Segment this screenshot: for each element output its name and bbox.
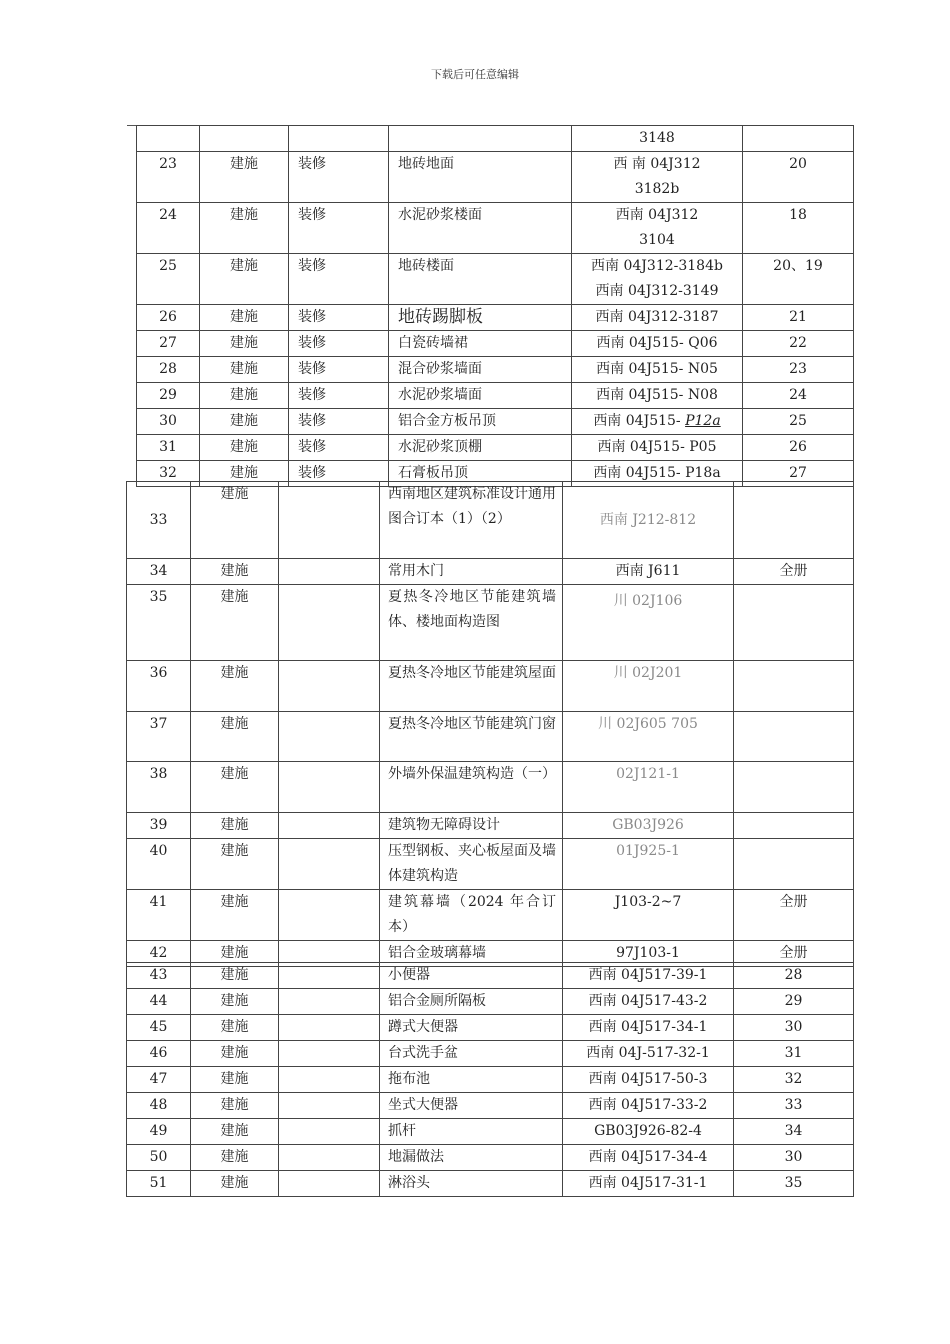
cell-code: 西南 04J517-39-1: [563, 963, 734, 989]
table-row: [127, 712, 854, 762]
cell-code: 西南 04J-517-32-1: [563, 1041, 734, 1067]
cell-name: 水泥砂浆顶棚: [389, 435, 572, 461]
cell-name: 夏热冬冷地区节能建筑屋面: [380, 661, 563, 712]
cell-subcategory: [279, 762, 380, 813]
cell-page: 23: [743, 357, 854, 383]
cell-code: 西南 04J312-3184b 西南 04J312-3149: [572, 254, 743, 305]
cell-subcategory: [279, 963, 380, 989]
cell-category: 建施: [191, 712, 279, 762]
cell-category: 建施: [191, 559, 279, 585]
table-row: [127, 890, 854, 941]
cell-name: 小便器: [380, 963, 563, 989]
cell-subcategory: [279, 890, 380, 941]
table-row: [127, 559, 854, 585]
cell-name: 地漏做法: [380, 1145, 563, 1171]
table-row: [137, 409, 854, 435]
cell-no: 35: [127, 585, 191, 661]
cell-no: 38: [127, 762, 191, 813]
table-row: [127, 1041, 854, 1067]
cell-subcategory: [279, 989, 380, 1015]
cell-code: 川 02J201: [563, 661, 734, 712]
cell-no: 33: [127, 482, 191, 559]
cell-category: 建施: [191, 813, 279, 839]
table-row: [137, 254, 854, 305]
table-row: [127, 482, 854, 559]
cell-category: 建施: [191, 1015, 279, 1041]
cell-name: 地砖楼面: [389, 254, 572, 305]
cell-category: 建施: [200, 331, 289, 357]
table-row: [127, 1119, 854, 1145]
cell-no: 44: [127, 989, 191, 1015]
cell-code: 西南 J611: [563, 559, 734, 585]
cell-page: 29: [734, 989, 854, 1015]
cell-code: GB03J926: [563, 813, 734, 839]
cell-page: 28: [734, 963, 854, 989]
cell-category: 建施: [191, 989, 279, 1015]
cell-code: J103-2~7: [563, 890, 734, 941]
cell-code: 西南 04J515- P18a: [572, 461, 743, 487]
cell-category: 建施: [191, 762, 279, 813]
cell-code-suffix: P12a: [685, 413, 721, 429]
cell-page: 24: [743, 383, 854, 409]
cell-code: 西南 04J515- N05: [572, 357, 743, 383]
cell-code: 01J925-1: [563, 839, 734, 890]
cell-category: 建施: [200, 461, 289, 487]
table-row: [127, 762, 854, 813]
cell-no: 46: [127, 1041, 191, 1067]
drawing-index-table-middle: [126, 481, 854, 967]
cell-page: 18: [743, 203, 854, 254]
cell-name: 淋浴头: [380, 1171, 563, 1197]
cell-page: 22: [743, 331, 854, 357]
cell-page: [734, 813, 854, 839]
cell-code: GB03J926-82-4: [563, 1119, 734, 1145]
cell-code: 97J103-1: [563, 941, 734, 967]
cell-name: 水泥砂浆楼面: [389, 203, 572, 254]
cell-category: 建施: [191, 839, 279, 890]
table-row: [137, 126, 854, 152]
cell-no: 43: [127, 963, 191, 989]
cell-page: [734, 839, 854, 890]
cell-page: 26: [743, 435, 854, 461]
cell-code: 02J121-1: [563, 762, 734, 813]
cell-category: 建施: [200, 357, 289, 383]
cell-page: 32: [734, 1067, 854, 1093]
cell-code: 3148: [572, 126, 743, 152]
cell-no: 48: [127, 1093, 191, 1119]
cell-category: 建施: [191, 661, 279, 712]
cell-subcategory: [279, 1145, 380, 1171]
table-row: [137, 331, 854, 357]
table-row: [127, 1015, 854, 1041]
cell-page: 27: [743, 461, 854, 487]
cell-code: 西南 04J517-34-1: [563, 1015, 734, 1041]
cell-subcategory: [279, 839, 380, 890]
cell-subcategory: 装修: [289, 254, 389, 305]
cell-subcategory: 装修: [289, 383, 389, 409]
cell-no: 37: [127, 712, 191, 762]
cell-name: 夏热冬冷地区节能建筑门窗: [380, 712, 563, 762]
cell-category: 建施: [200, 305, 289, 331]
cell-category: 建施: [191, 585, 279, 661]
table-row: [127, 1067, 854, 1093]
table-divider-stub: [127, 125, 136, 126]
cell-name: 地砖踢脚板: [389, 305, 572, 331]
cell-code: 西南 04J515- P05: [572, 435, 743, 461]
cell-subcategory: [279, 1093, 380, 1119]
cell-name: 坐式大便器: [380, 1093, 563, 1119]
cell-page: 21: [743, 305, 854, 331]
cell-no: 28: [137, 357, 200, 383]
cell-page: [743, 126, 854, 152]
cell-code: 西南 04J312-3187: [572, 305, 743, 331]
cell-no: 39: [127, 813, 191, 839]
cell-subcategory: 装修: [289, 461, 389, 487]
table-row: [137, 203, 854, 254]
cell-subcategory: [279, 559, 380, 585]
cell-page: 全册: [734, 890, 854, 941]
cell-subcategory: [279, 1041, 380, 1067]
table-row: [137, 357, 854, 383]
cell-subcategory: [279, 661, 380, 712]
cell-name: 铝合金厕所隔板: [380, 989, 563, 1015]
cell-no: 36: [127, 661, 191, 712]
cell-category: 建施: [191, 1067, 279, 1093]
cell-page: 34: [734, 1119, 854, 1145]
cell-no: 26: [137, 305, 200, 331]
cell-name: 建筑物无障碍设计: [380, 813, 563, 839]
cell-subcategory: 装修: [289, 152, 389, 203]
cell-no: 30: [137, 409, 200, 435]
cell-name: 常用木门: [380, 559, 563, 585]
cell-no: 47: [127, 1067, 191, 1093]
cell-subcategory: [279, 482, 380, 559]
cell-no: [137, 126, 200, 152]
cell-page: 31: [734, 1041, 854, 1067]
cell-name: 夏热冬冷地区节能建筑墙体、楼地面构造图: [380, 585, 563, 661]
cell-code: 西 南 04J312 3182b: [572, 152, 743, 203]
cell-code: 西南 04J517-31-1: [563, 1171, 734, 1197]
cell-page: 全册: [734, 559, 854, 585]
cell-page: [734, 762, 854, 813]
cell-name: 建筑幕墙（2024 年合订本）: [380, 890, 563, 941]
cell-category: 建施: [200, 203, 289, 254]
cell-no: 23: [137, 152, 200, 203]
cell-page: 30: [734, 1145, 854, 1171]
cell-page: [734, 585, 854, 661]
cell-subcategory: [279, 1171, 380, 1197]
drawing-index-table-top: [136, 125, 854, 487]
cell-name: 水泥砂浆墙面: [389, 383, 572, 409]
table-row: [127, 989, 854, 1015]
cell-no: 27: [137, 331, 200, 357]
table-row: [127, 963, 854, 989]
cell-category: 建施: [191, 963, 279, 989]
cell-page: 25: [743, 409, 854, 435]
table-row: [127, 813, 854, 839]
cell-no: 31: [137, 435, 200, 461]
table-row: [137, 383, 854, 409]
cell-no: 41: [127, 890, 191, 941]
cell-name: 西南地区建筑标准设计通用图合订本（1）（2）: [380, 482, 563, 559]
cell-no: 42: [127, 941, 191, 967]
cell-subcategory: [289, 126, 389, 152]
cell-code-prefix: 西南 04J515-: [593, 413, 686, 429]
table-row: [137, 305, 854, 331]
cell-no: 40: [127, 839, 191, 890]
cell-name: 压型钢板、夹心板屋面及墙体建筑构造: [380, 839, 563, 890]
cell-code: 西南 04J517-43-2: [563, 989, 734, 1015]
cell-subcategory: [279, 813, 380, 839]
cell-subcategory: 装修: [289, 409, 389, 435]
cell-code: 川 02J106: [563, 585, 734, 661]
cell-subcategory: [279, 1015, 380, 1041]
page-header: 下载后可任意编辑: [431, 68, 519, 81]
cell-category: 建施: [191, 1145, 279, 1171]
cell-name: 外墙外保温建筑构造（一）: [380, 762, 563, 813]
cell-code: 西南 04J312 3104: [572, 203, 743, 254]
cell-category: 建施: [191, 941, 279, 967]
cell-name: 台式洗手盆: [380, 1041, 563, 1067]
cell-name: 地砖地面: [389, 152, 572, 203]
cell-category: 建施: [191, 1041, 279, 1067]
cell-page: 20、19: [743, 254, 854, 305]
cell-category: 建施: [200, 383, 289, 409]
cell-no: 34: [127, 559, 191, 585]
table-row: [137, 435, 854, 461]
cell-category: 建施: [191, 1171, 279, 1197]
cell-name: 白瓷砖墙裙: [389, 331, 572, 357]
cell-page: [734, 712, 854, 762]
cell-name: 蹲式大便器: [380, 1015, 563, 1041]
cell-code: 西南 04J517-34-4: [563, 1145, 734, 1171]
cell-category: 建施: [200, 152, 289, 203]
table-row: [127, 1145, 854, 1171]
cell-category: 建施: [191, 890, 279, 941]
cell-name: 石膏板吊顶: [389, 461, 572, 487]
table-row: [127, 839, 854, 890]
cell-category: 建施: [191, 1119, 279, 1145]
cell-page: [734, 661, 854, 712]
cell-code: 西南 04J517-50-3: [563, 1067, 734, 1093]
cell-code: 川 02J605 705: [563, 712, 734, 762]
cell-code: 西南 04J517-33-2: [563, 1093, 734, 1119]
cell-subcategory: [279, 1119, 380, 1145]
table-row: [127, 661, 854, 712]
cell-category: 建施: [191, 1093, 279, 1119]
cell-page: 全册: [734, 941, 854, 967]
cell-name: [389, 126, 572, 152]
cell-no: 29: [137, 383, 200, 409]
table-row: [137, 152, 854, 203]
table-row: [127, 1171, 854, 1197]
drawing-index-table-bottom: [126, 962, 854, 1197]
cell-no: 45: [127, 1015, 191, 1041]
table-row: [127, 585, 854, 661]
cell-no: 49: [127, 1119, 191, 1145]
cell-subcategory: 装修: [289, 357, 389, 383]
cell-code: 西南 04J515- N08: [572, 383, 743, 409]
cell-name: 混合砂浆墙面: [389, 357, 572, 383]
cell-no: 25: [137, 254, 200, 305]
cell-page: 35: [734, 1171, 854, 1197]
cell-subcategory: 装修: [289, 305, 389, 331]
cell-category: 建施: [191, 482, 279, 559]
cell-code: [572, 409, 743, 435]
cell-category: 建施: [200, 435, 289, 461]
table-row: [127, 1093, 854, 1119]
cell-subcategory: 装修: [289, 331, 389, 357]
cell-name: 拖布池: [380, 1067, 563, 1093]
cell-page: 20: [743, 152, 854, 203]
cell-name: 铝合金玻璃幕墙: [380, 941, 563, 967]
cell-subcategory: [279, 712, 380, 762]
cell-category: 建施: [200, 409, 289, 435]
cell-page: [734, 482, 854, 559]
cell-code: 西南 J212-812: [563, 482, 734, 559]
cell-no: 51: [127, 1171, 191, 1197]
cell-name: 抓杆: [380, 1119, 563, 1145]
cell-category: [200, 126, 289, 152]
cell-no: 50: [127, 1145, 191, 1171]
cell-page: 33: [734, 1093, 854, 1119]
cell-no: 24: [137, 203, 200, 254]
cell-subcategory: [279, 585, 380, 661]
cell-subcategory: 装修: [289, 435, 389, 461]
cell-subcategory: [279, 1067, 380, 1093]
cell-category: 建施: [200, 254, 289, 305]
cell-name: 铝合金方板吊顶: [389, 409, 572, 435]
cell-code: 西南 04J515- Q06: [572, 331, 743, 357]
cell-no: 32: [137, 461, 200, 487]
cell-subcategory: 装修: [289, 203, 389, 254]
cell-page: 30: [734, 1015, 854, 1041]
